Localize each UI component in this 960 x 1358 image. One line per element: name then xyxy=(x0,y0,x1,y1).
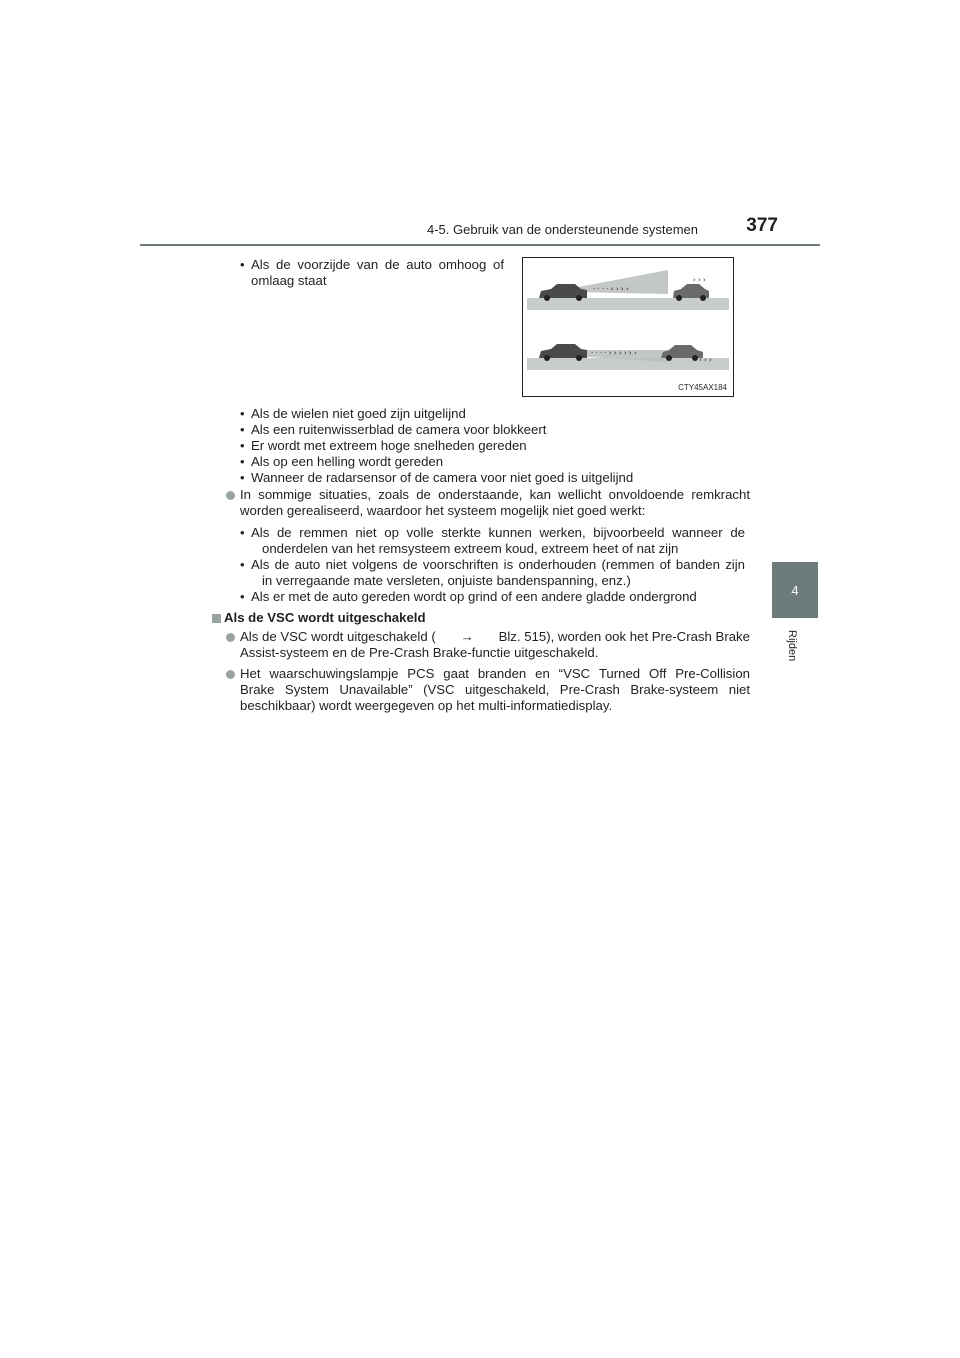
intro-bullet-line2: omlaag staat xyxy=(251,273,327,288)
vsc-para1-ref: Blz. 515), worden ook het Pre-Crash Brake xyxy=(498,629,750,644)
bullet-dot: • xyxy=(240,438,245,453)
intro-bullet-line1: Als de voorzijde van de auto omhoog of xyxy=(251,257,504,272)
bullet-dot: • xyxy=(240,406,245,421)
list-b-item-3-line1: Als er met de auto gereden wordt op grind of een andere gladde ondergrond xyxy=(251,589,697,604)
paragraph-marker xyxy=(226,491,235,500)
section-title: 4-5. Gebruik van de ondersteunende systemen xyxy=(426,222,698,237)
list-b-item-2-line2: in verregaande mate versleten, onjuiste bandenspanning, enz.) xyxy=(262,573,631,588)
road-top xyxy=(527,298,729,310)
para-remkracht-line1: In sommige situaties, zoals de onderstaande, kan wellicht onvoldoende remkracht xyxy=(240,487,750,502)
list-a-item-2: Als een ruitenwisserblad de camera voor blokkeert xyxy=(251,422,547,437)
list-b-item-1-line1: Als de remmen niet op volle sterkte kunnen werken, bijvoorbeeld wanneer de xyxy=(251,525,745,540)
paragraph-marker xyxy=(226,670,235,679)
bullet-dot: • xyxy=(240,525,245,540)
bullet-dot: • xyxy=(240,454,245,469)
bullet-dot: • xyxy=(240,422,245,437)
paragraph-marker xyxy=(226,633,235,642)
list-b-item-1-line2: onderdelen van het remsysteem extreem koud, extreem heet of nat zijn xyxy=(262,541,679,556)
list-a-item-1: Als de wielen niet goed zijn uitgelijnd xyxy=(251,406,466,421)
section-marker xyxy=(212,614,221,623)
vsc-para1-start: Als de VSC wordt uitgeschakeld ( xyxy=(240,629,436,644)
reference-arrow: → xyxy=(460,629,474,644)
svg-text:› › ›: › › › xyxy=(699,356,712,364)
section-heading-vsc: Als de VSC wordt uitgeschakeld xyxy=(224,610,426,625)
bullet-dot: • xyxy=(240,589,245,604)
illustration-car-pitch xyxy=(522,257,734,397)
chapter-label: Rijden xyxy=(786,630,798,662)
list-a-item-5: Wanneer de radarsensor of de camera voor niet goed is uitgelijnd xyxy=(251,470,634,485)
vsc-para2-line2: Brake System Unavailable” (VSC uitgeschakeld, Pre-Crash Brake-systeem niet xyxy=(240,682,750,697)
svg-text:· · · · › › › ›: · · · · › › › › xyxy=(593,285,629,293)
bullet-dot: • xyxy=(240,470,245,485)
vsc-para2-line3: beschikbaar) wordt weergegeven op het multi-informatiedisplay. xyxy=(240,698,613,713)
para-remkracht-line2: worden gerealiseerd, waardoor het systeem mogelijk niet goed werkt: xyxy=(240,503,646,518)
bullet-dot: • xyxy=(240,557,245,572)
list-a-item-3: Er wordt met extreem hoge snelheden gereden xyxy=(251,438,527,453)
vsc-para1-line1 xyxy=(240,629,750,645)
bullet-dot: • xyxy=(240,257,245,272)
page-number: 377 xyxy=(746,215,778,236)
svg-text:· · · · › › › › › ›: · · · · › › › › › › xyxy=(591,349,637,357)
vsc-para1-line2: Assist-systeem en de Pre-Crash Brake-functie uitgeschakeld. xyxy=(240,645,599,660)
chapter-tab: 4 xyxy=(772,562,818,618)
vsc-para2-line1: Het waarschuwingslampje PCS gaat branden en “VSC Turned Off Pre-Collision xyxy=(240,666,750,681)
svg-text:› › ›: › › › xyxy=(693,276,706,284)
figure-caption: CTY45AX184 xyxy=(678,383,727,392)
list-a-item-4: Als op een helling wordt gereden xyxy=(251,454,444,469)
car-pitch-diagram xyxy=(523,258,733,396)
list-b-item-2-line1: Als de auto niet volgens de voorschriften is onderhouden (remmen of banden zijn xyxy=(251,557,745,572)
